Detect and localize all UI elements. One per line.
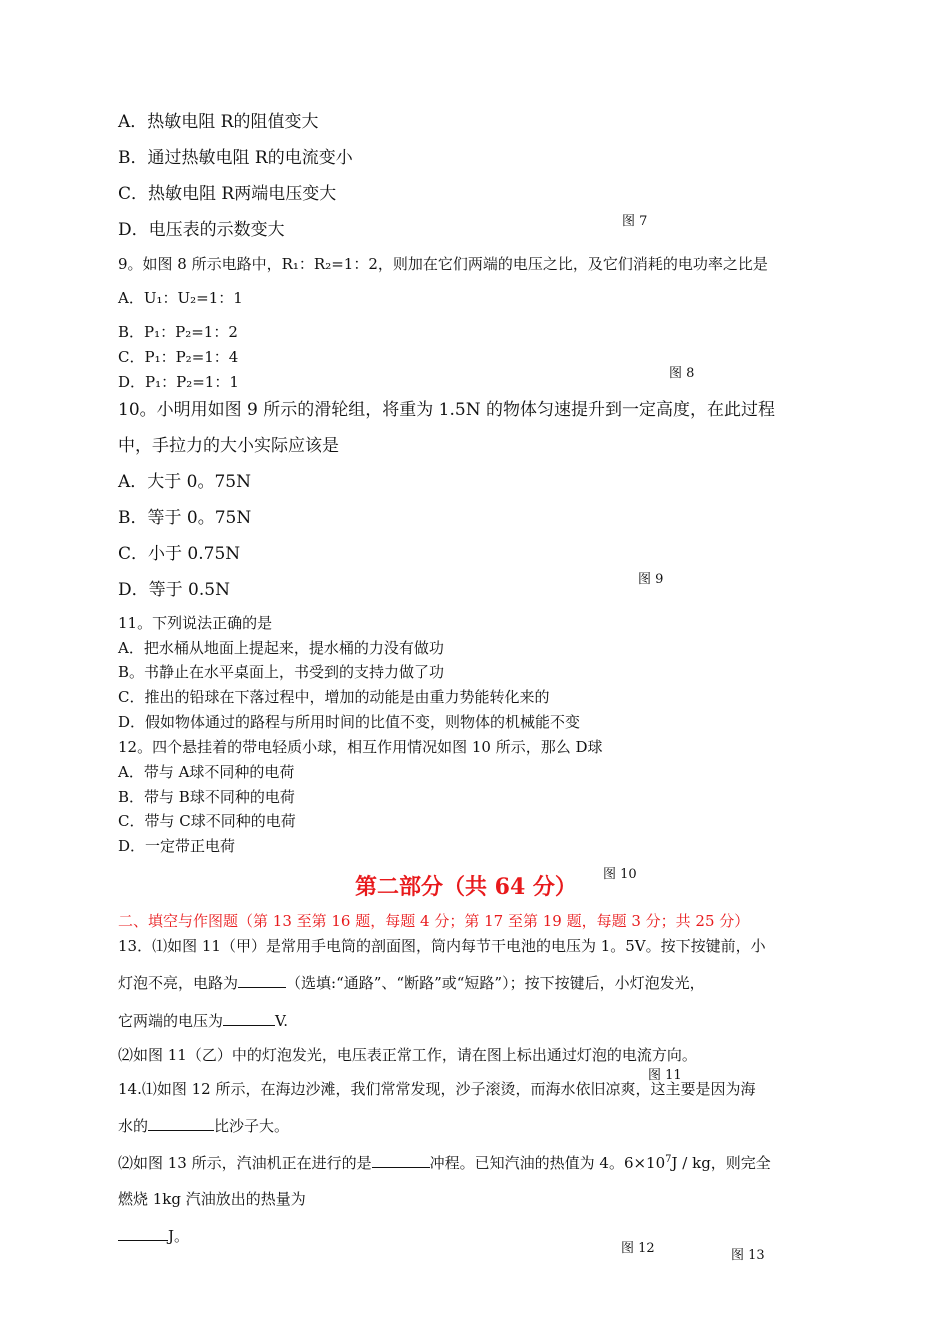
- q13-blank-circuit-state[interactable]: [238, 972, 286, 988]
- q14-line3: [118, 1152, 771, 1173]
- q8-option-d: D．电压表的示数变大: [118, 220, 285, 240]
- q12-stem: 12。四个悬挂着的带电轻质小球，相互作用情况如图 10 所示，那么 D球: [118, 738, 603, 756]
- q12-option-a: A．带与 A球不同种的电荷: [118, 763, 295, 781]
- q9-option-a: A．U₁：U₂=1：1: [118, 289, 243, 307]
- q10-option-c: C．小于 0.75N: [118, 544, 241, 564]
- q10-stem-line1: 10。小明用如图 9 所示的滑轮组，将重为 1.5N 的物体匀速提升到一定高度，在此过程: [118, 400, 775, 420]
- q14-blank-stroke[interactable]: [372, 1152, 430, 1168]
- q9-option-d: D．P₁：P₂=1：1: [118, 373, 239, 391]
- q14-line5-end: J。: [168, 1227, 190, 1245]
- q13-line2: [118, 972, 705, 993]
- q14-line4: 燃烧 1kg 汽油放出的热量为: [118, 1190, 306, 1208]
- figure-8-caption: 图 8: [669, 366, 695, 381]
- q14-blank-heat[interactable]: [118, 1225, 168, 1241]
- q11-option-a: A．把水桶从地面上提起来，提水桶的力没有做功: [118, 639, 444, 657]
- q10-stem-line2: 中，手拉力的大小实际应该是: [118, 436, 339, 456]
- q13-line2-end: （选填:“通路”、“断路”或“短路”）；按下按键后，小灯泡发光，: [286, 974, 705, 992]
- figure-11-caption: 图 11: [648, 1068, 682, 1083]
- q8-option-b: B．通过热敏电阻 R的电流变小: [118, 148, 353, 168]
- figure-10-caption: 图 10: [603, 867, 637, 882]
- q13-line4: ⑵如图 11（乙）中的灯泡发光，电压表正常工作，请在图上标出通过灯泡的电流方向。: [118, 1046, 697, 1064]
- q8-option-a: A．热敏电阻 R的阻值变大: [118, 112, 319, 132]
- q14-line2-end: 比沙子大。: [214, 1117, 290, 1135]
- section-heading: 二、填空与作图题（第 13 至第 16 题，每题 4 分；第 17 至第 19 题，每题 3 分；共 25 分）: [118, 912, 750, 930]
- q12-option-d: D．一定带正电荷: [118, 837, 236, 855]
- q11-stem: 11。下列说法正确的是: [118, 614, 273, 632]
- q12-option-c: C．带与 C球不同种的电荷: [118, 812, 296, 830]
- q11-option-d: D．假如物体通过的路程与所用时间的比值不变，则物体的机械能不变: [118, 713, 581, 731]
- figure-12-caption: 图 12: [621, 1241, 655, 1256]
- figure-9-caption: 图 9: [638, 572, 664, 587]
- q9-option-b: B．P₁：P₂=1：2: [118, 323, 238, 341]
- q13-blank-voltage[interactable]: [223, 1010, 275, 1026]
- q13-line3-start: 它两端的电压为: [118, 1012, 224, 1030]
- q14-line3-start: ⑵如图 13 所示，汽油机正在进行的是: [118, 1154, 372, 1172]
- q10-option-b: B．等于 0。75N: [118, 508, 252, 528]
- q11-option-b: B。书静止在水平桌面上，书受到的支持力做了功: [118, 663, 445, 681]
- q13-line3-end: V.: [275, 1012, 288, 1030]
- q13-line3: [118, 1010, 288, 1031]
- q13-line2-start: 灯泡不亮，电路为: [118, 974, 239, 992]
- q8-option-c: C．热敏电阻 R两端电压变大: [118, 184, 337, 204]
- q9-stem: 9。如图 8 所示电路中，R₁：R₂=1：2，则加在它们两端的电压之比，及它们消耗的电功率之比是: [118, 255, 768, 273]
- figure-13-caption: 图 13: [731, 1248, 765, 1263]
- q10-option-d: D．等于 0.5N: [118, 580, 230, 600]
- q14-exponent: 7: [665, 1154, 672, 1165]
- q14-line2: [118, 1115, 289, 1136]
- q14-line3-end: J / kg，则完全: [671, 1154, 771, 1172]
- part-two-title: 第二部分（共 64 分）: [355, 874, 577, 900]
- q11-option-c: C．推出的铅球在下落过程中，增加的动能是由重力势能转化来的: [118, 688, 550, 706]
- q9-option-c: C．P₁：P₂=1：4: [118, 348, 239, 366]
- q10-option-a: A．大于 0。75N: [118, 472, 252, 492]
- q14-line2-start: 水的: [118, 1117, 149, 1135]
- q14-line1: 14.⑴如图 12 所示，在海边沙滩，我们常常发现，沙子滚烫，而海水依旧凉爽，这主要是因为海: [118, 1080, 756, 1098]
- q14-line3-mid: 冲程。已知汽油的热值为 4。6×10: [429, 1154, 666, 1172]
- q14-blank-property[interactable]: [148, 1115, 214, 1131]
- q12-option-b: B．带与 B球不同种的电荷: [118, 788, 295, 806]
- q13-line1: 13．⑴如图 11（甲）是常用手电筒的剖面图，筒内每节干电池的电压为 1。5V。按下按键前，小: [118, 937, 766, 955]
- figure-7-caption: 图 7: [622, 214, 648, 229]
- q14-line5: [118, 1225, 189, 1246]
